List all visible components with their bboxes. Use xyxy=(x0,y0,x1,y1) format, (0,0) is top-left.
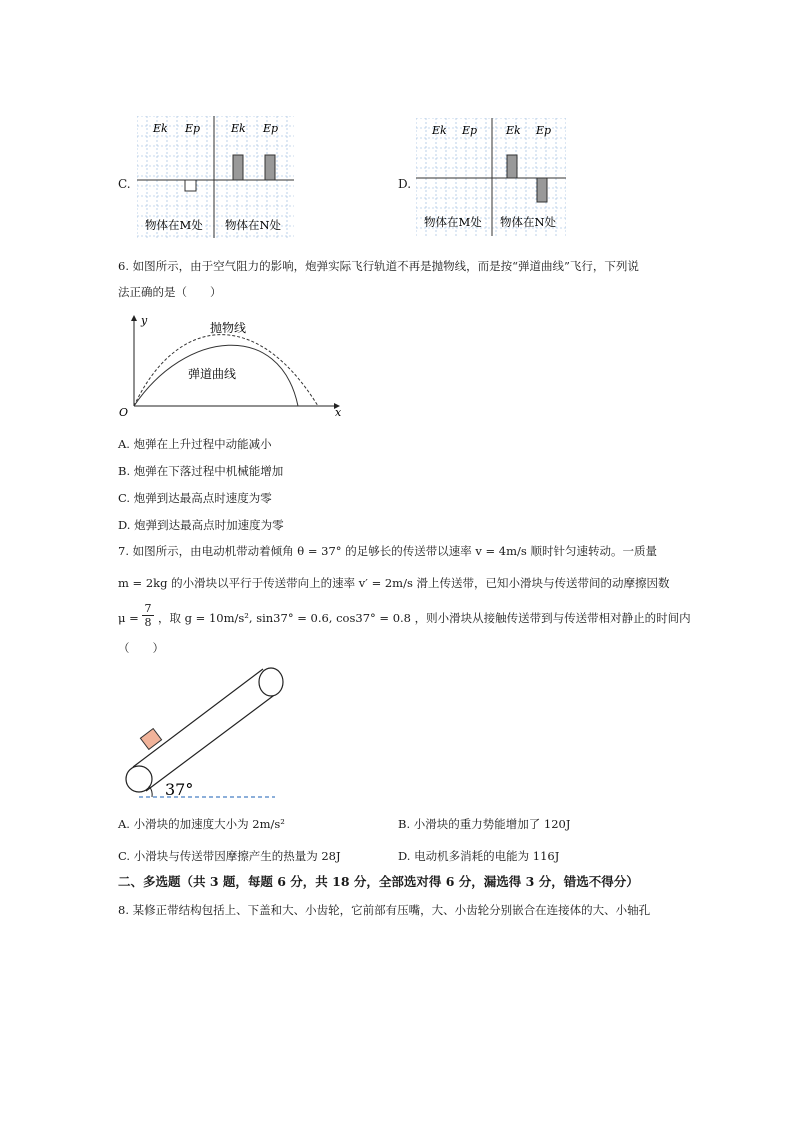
bar-c-ep-m xyxy=(185,180,196,191)
chart-c xyxy=(137,116,294,238)
y-axis-label: y xyxy=(141,314,148,327)
bar-d-ek-n xyxy=(507,155,517,178)
q7-line1: 7. 如图所示，由电动机带动着倾角 θ = 37° 的足够长的传送带以速率 v = 4m/s 顺时针匀速转动。一质量 xyxy=(118,544,657,558)
bar-c-ek-n xyxy=(233,155,243,180)
option-c-label: C. xyxy=(118,177,131,191)
q7-conveyor-figure xyxy=(115,664,290,804)
chart-c-caption-n: 物体在N处 xyxy=(225,218,282,232)
chart-d-label-1: Ep xyxy=(462,124,478,137)
section2-heading: 二、多选题（共 3 题，每题 6 分，共 18 分，全部选对得 6 分，漏选得 3 分，错选不得分） xyxy=(118,874,639,889)
option-d-label: D. xyxy=(398,177,412,191)
lower-roller xyxy=(126,766,152,792)
chart-d-label-2: Ek xyxy=(506,124,521,137)
origin-label: O xyxy=(119,406,129,419)
bar-c-ep-n xyxy=(265,155,275,180)
chart-c-label-0: Ek xyxy=(153,122,168,135)
q8-line1: 8. 某修正带结构包括上、下盖和大、小齿轮，它前部有压嘴，大、小齿轮分别嵌合在连接体的大、小轴孔 xyxy=(118,903,651,917)
chart-c-caption-m: 物体在M处 xyxy=(145,218,203,232)
q7-line3-rest: ，取 g = 10m/s², sin37° = 0.6, cos37° = 0.8 ，则小滑块从接触传送带到与传送带相对静止的时间内 xyxy=(158,611,691,625)
q7-option-c: C. 小滑块与传送带因摩擦产生的热量为 28J xyxy=(118,849,341,863)
angle-label: 37° xyxy=(165,780,194,799)
q6-option-a: A. 炮弹在上升过程中动能减小 xyxy=(118,437,272,451)
q6-option-c: C. 炮弹到达最高点时速度为零 xyxy=(118,491,272,505)
q7-line4: （ ） xyxy=(118,641,164,655)
chart-d-label-0: Ek xyxy=(432,124,447,137)
chart-d-label-3: Ep xyxy=(536,124,552,137)
q7-option-a: A. 小滑块的加速度大小为 2m/s² xyxy=(118,817,285,831)
chart-c-label-1: Ep xyxy=(185,122,201,135)
parabola-label: 抛物线 xyxy=(210,321,247,335)
ballistic-label: 弹道曲线 xyxy=(188,367,237,381)
q7-line2: m = 2kg 的小滑块以平行于传送带向上的速率 v′ = 2m/s 滑上传送带，已知小滑块与传送带间的动摩擦因数 xyxy=(118,576,670,590)
x-axis-label: x xyxy=(335,406,342,419)
q6-option-d: D. 炮弹到达最高点时加速度为零 xyxy=(118,518,284,532)
q7-option-b: B. 小滑块的重力势能增加了 120J xyxy=(398,817,571,831)
q7-mu-fraction xyxy=(142,602,154,629)
chart-d-caption-m: 物体在M处 xyxy=(424,215,482,229)
chart-c-label-3: Ep xyxy=(263,122,279,135)
q6-trajectory-figure xyxy=(115,310,350,422)
slider-block xyxy=(140,729,161,750)
chart-d-caption-n: 物体在N处 xyxy=(500,215,557,229)
q6-option-b: B. 炮弹在下落过程中机械能增加 xyxy=(118,464,284,478)
chart-c-label-2: Ek xyxy=(231,122,246,135)
q7-mu-label: μ = xyxy=(118,611,139,625)
q7-mu-numerator: 7 xyxy=(144,602,152,615)
bar-d-ep-n xyxy=(537,178,547,202)
chart-d xyxy=(416,118,566,236)
q7-mu-denominator: 8 xyxy=(142,615,154,629)
upper-roller xyxy=(259,668,283,696)
q6-line2: 法正确的是（ ） xyxy=(118,285,222,299)
q6-line1: 6. 如图所示，由于空气阻力的影响，炮弹实际飞行轨道不再是抛物线，而是按“弹道曲线”飞行，下列说 xyxy=(118,259,639,273)
q7-option-d: D. 电动机多消耗的电能为 116J xyxy=(398,849,560,863)
